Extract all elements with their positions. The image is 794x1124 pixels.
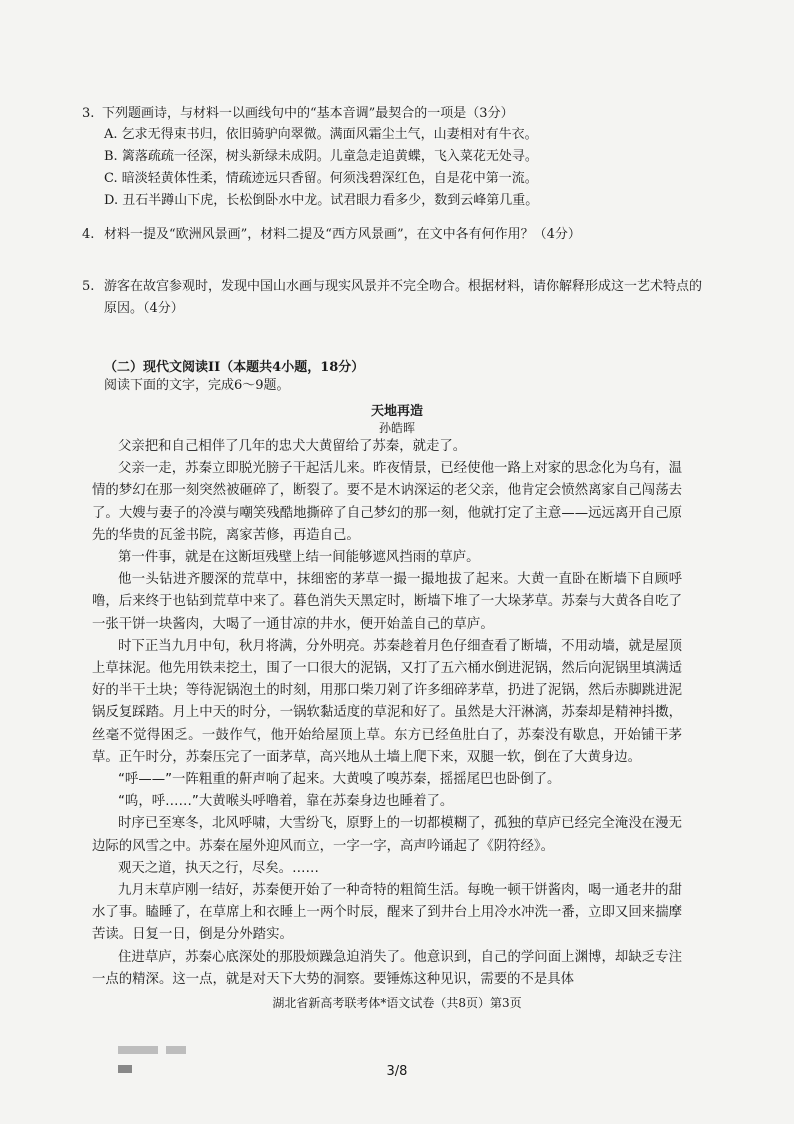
passage-paragraph: 时下正当九月中旬，秋月将满，分外明亮。苏秦趁着月色仔细查看了断墙，不用动墙，就是屋顶上草抹泥。他先用铁耒挖土，围了一口很大的泥锅，又打了五六桶水倒进泥锅，然后向泥锅里填满适好的半干土块；等待泥锅泡土的时刻，用那口柴刀剁了许多细碎茅草，扔进了泥锅，然后赤脚跳进泥锅反复踩踏。月上中天的时分，一锅软黏适度的草泥和好了。虽然是大汗淋漓，苏秦却是精神抖擞，丝毫不觉得困乏。一鼓作气，他开始给屋顶上草。东方已经鱼肚白了，苏秦没有歇息，开始铺干茅草。正午时分，苏秦压完了一面茅草，高兴地从土墙上爬下来，双腿一软，倒在了大黄身边。 xyxy=(92,638,682,765)
passage-paragraph: 观天之道，执天之行，尽矣。…… xyxy=(118,860,319,876)
passage-paragraph: 父亲把和自己相伴了几年的忠犬大黄留给了苏秦，就走了。 xyxy=(118,439,467,454)
passage-paragraph: “呜，呼……”大黄喉头呼噜着，靠在苏秦身边也睡着了。 xyxy=(118,794,454,810)
question-number: 4. xyxy=(82,227,95,242)
passage-paragraph: 九月末草庐刚一结好，苏秦便开始了一种奇特的粗简生活。每晚一顿干饼酱肉，喝一通老井的甜水了事。瞌睡了，在草席上和衣睡上一两个时辰，醒来了到井台上用冷水冲洗一番，立即又回来揣摩苦读。日复一日，倒是分外踏实。 xyxy=(92,883,682,943)
page-number: 3/8 xyxy=(386,1064,408,1079)
passage-paragraph: “呼——”一阵粗重的鼾声响了起来。大黄嗅了嗅苏秦，摇摇尾巴也卧倒了。 xyxy=(118,772,561,788)
passage-title: 天地再造 xyxy=(370,404,423,419)
passage-author: 孙皓晖 xyxy=(378,421,415,435)
passage-paragraph: 第一件事，就是在这断垣残壁上结一间能够遮风挡雨的草庐。 xyxy=(118,550,480,566)
page-footer: 湖北省新高考联考体*语文试卷（共8页）第3页 xyxy=(272,996,522,1010)
scan-artifact xyxy=(118,1046,214,1054)
option-b: B. 篱落疏疏一径深，树头新绿未成阴。儿童急走追黄蝶，飞入菜花无处寻。 xyxy=(104,149,538,164)
option-a: A. 乞求无得束书归，依旧骑驴向翠微。满面风霜尘土气，山妻相对有牛衣。 xyxy=(104,127,538,142)
passage-paragraph: 父亲一走，苏秦立即脱光膀子干起活儿来。昨夜情景，已经使他一路上对家的思念化为乌有，温情的梦幻在那一刻突然被砸碎了，断裂了。要不是木讷深运的老父亲，他肯定会愤然离家自己闯荡去了。大嫂与妻子的冷漠与嘲笑残酷地撕碎了自己梦幻的那一刻，他就打定了主意——远远离开自己原先的华贵的瓦釜书院，离家苦修，再造自己。 xyxy=(92,461,682,543)
question-stem: 材料一提及“欧洲风景画”，材料二提及“西方风景画”，在文中各有何作用？（4分） xyxy=(104,227,581,242)
question-number: 5. xyxy=(82,279,95,294)
passage-paragraph: 他一头钻进齐腰深的荒草中，抹细密的茅草一撮一撮地拔了起来。大黄一直卧在断墙下自顾呼噜，后来终于也钻到荒草中来了。暮色消失天黑定时，断墙下堆了一大垛茅草。苏秦与大黄各自吃了一张干饼一块酱肉，大喝了一通甘凉的井水，便开始盖自己的草庐。 xyxy=(92,572,682,632)
question-number: 3. xyxy=(82,106,95,121)
passage-paragraph: 时序已至寒冬，北风呼啸，大雪纷飞，原野上的一切都模糊了，孤独的草庐已经完全淹没在漫无边际的风雪之中。苏秦在屋外迎风而立，一字一字，高声吟诵起了《阴符经》。 xyxy=(92,816,682,854)
question-4 xyxy=(82,225,704,245)
section-instruction: 阅读下面的文字，完成6～9题。 xyxy=(104,378,290,393)
question-5 xyxy=(82,276,704,320)
passage-body xyxy=(92,436,682,991)
question-stem: 游客在故宫参观时，发现中国山水画与现实风景并不完全吻合。根据材料，请你解释形成这一艺术特点的原因。（4分） xyxy=(104,279,703,316)
passage-paragraph: 住进草庐，苏秦心底深处的那股烦躁急迫消失了。他意识到，自己的学问面上渊博，却缺乏专注一点的精深。这一点，就是对天下大势的洞察。要锤炼这种见识，需要的不是具体 xyxy=(92,949,682,987)
question-3 xyxy=(82,104,704,212)
question-stem: 下列题画诗，与材料一以画线句中的“基本音调”最契合的一项是（3分） xyxy=(102,106,514,121)
option-c: C. 暗淡轻黄体性柔，情疏迹远只香留。何须浅碧深红色，自是花中第一流。 xyxy=(104,171,538,186)
option-d: D. 丑石半蹲山下虎，长松倒卧水中龙。试君眼力看多少，数到云峰第几重。 xyxy=(104,193,539,208)
section-heading: （二）现代文阅读II（本题共4小题，18分） xyxy=(104,360,365,375)
